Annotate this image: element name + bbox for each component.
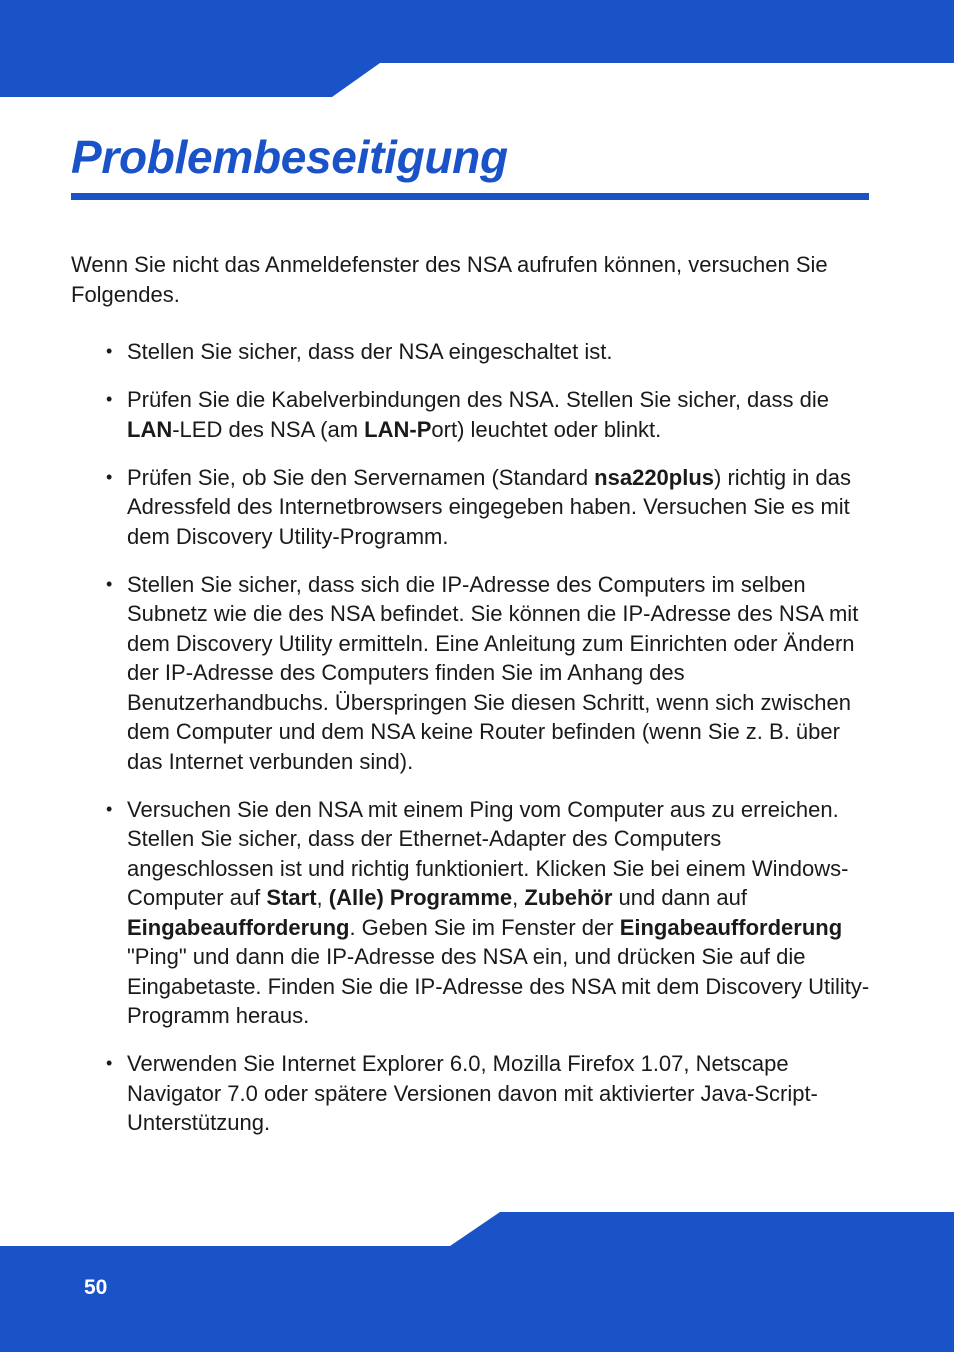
bullet-dot-icon: • — [106, 798, 113, 819]
bullet-text: , — [316, 885, 329, 910]
header-band — [0, 0, 954, 100]
bullet-text: Prüfen Sie die Kabelverbindungen des NSA. Stellen Sie sicher, dass die — [127, 387, 829, 412]
bullet-text: Verwenden Sie Internet Explorer 6.0, Mozilla Firefox 1.07, Netscape Navigator 7.0 oder spätere Versionen davon mit aktivierter Java-Script-Unterstützung. — [127, 1051, 818, 1135]
bullet-text: Versuchen Sie den NSA mit einem Ping vom Computer aus zu erreichen. Stellen Sie sicher, dass der Ethernet-Adapter des Computers angeschlossen ist und richtig funktioniert. Klicken Sie bei einem Windows-Computer auf — [127, 796, 849, 910]
page-title: Problembeseitigung — [71, 131, 508, 183]
bold-term: Eingabeaufforderung — [619, 914, 843, 940]
bullet-text: Stellen Sie sicher, dass sich die IP-Adresse des Computers im selben Subnetz wie die des NSA befindet. Sie können die IP-Adresse des NSA mit dem Discovery Utility ermitteln. Eine Anleitung zum Einrichten oder Ändern der IP-Adresse des Computers finden Sie im Anhang des Benutzerhandbuchs. Überspringen Sie diesen Schritt, wenn sich zwischen dem Computer und dem NSA keine Router befinden (wenn Sie z. B. über das Internet verbunden sind). — [127, 571, 859, 774]
bullet-text: Prüfen Sie, ob Sie den Servernamen (Standard — [127, 464, 595, 490]
list-item — [71, 463, 871, 552]
bullet-text: -LED des NSA (am — [172, 416, 365, 442]
bullet-dot-icon: • — [106, 1053, 113, 1073]
bullet-text: Stellen Sie sicher, dass der NSA eingeschaltet ist. — [127, 339, 613, 364]
intro-paragraph: Wenn Sie nicht das Anmeldefenster des NSA aufrufen können, versuchen Sie Folgendes. — [71, 252, 828, 307]
bullet-text: ) richtig in das Adressfeld des Internetbrowsers eingegeben haben. Versuchen Sie es mit dem Discovery Utility-Programm. — [127, 464, 851, 549]
bullet-dot-icon: • — [106, 466, 113, 487]
bold-term: Eingabeaufforderung — [127, 914, 350, 940]
bold-term: LAN — [127, 416, 173, 442]
bold-term: LAN-P — [364, 416, 432, 442]
bold-term: nsa220plus — [594, 464, 715, 490]
bullet-dot-icon: • — [106, 573, 113, 594]
bullet-text: und dann auf — [612, 885, 747, 910]
bullet-text: "Ping" und dann die IP-Adresse des NSA ein, und drücken Sie auf die Eingabetaste. Finden Sie die IP-Adresse des NSA mit dem Discovery Utility-Programm heraus. — [127, 944, 870, 1028]
bold-term: (Alle) Programme — [328, 885, 513, 910]
bullet-text: , — [512, 885, 525, 910]
page-number: 50 — [84, 1276, 108, 1299]
list-item — [71, 795, 871, 1031]
bullet-dot-icon: • — [106, 389, 113, 409]
bold-term: Start — [266, 885, 317, 910]
list-item — [71, 337, 871, 367]
list-item — [71, 570, 871, 777]
list-item — [71, 1049, 871, 1138]
title-rule — [71, 193, 869, 200]
bullet-text: ort) leuchtet oder blinkt. — [431, 416, 662, 442]
troubleshooting-list — [71, 337, 871, 1156]
bold-term: Zubehör — [524, 885, 613, 910]
bullet-text: . Geben Sie im Fenster der — [349, 914, 620, 940]
bullet-dot-icon: • — [106, 341, 113, 361]
list-item — [71, 385, 871, 444]
footer-band — [0, 1206, 954, 1352]
